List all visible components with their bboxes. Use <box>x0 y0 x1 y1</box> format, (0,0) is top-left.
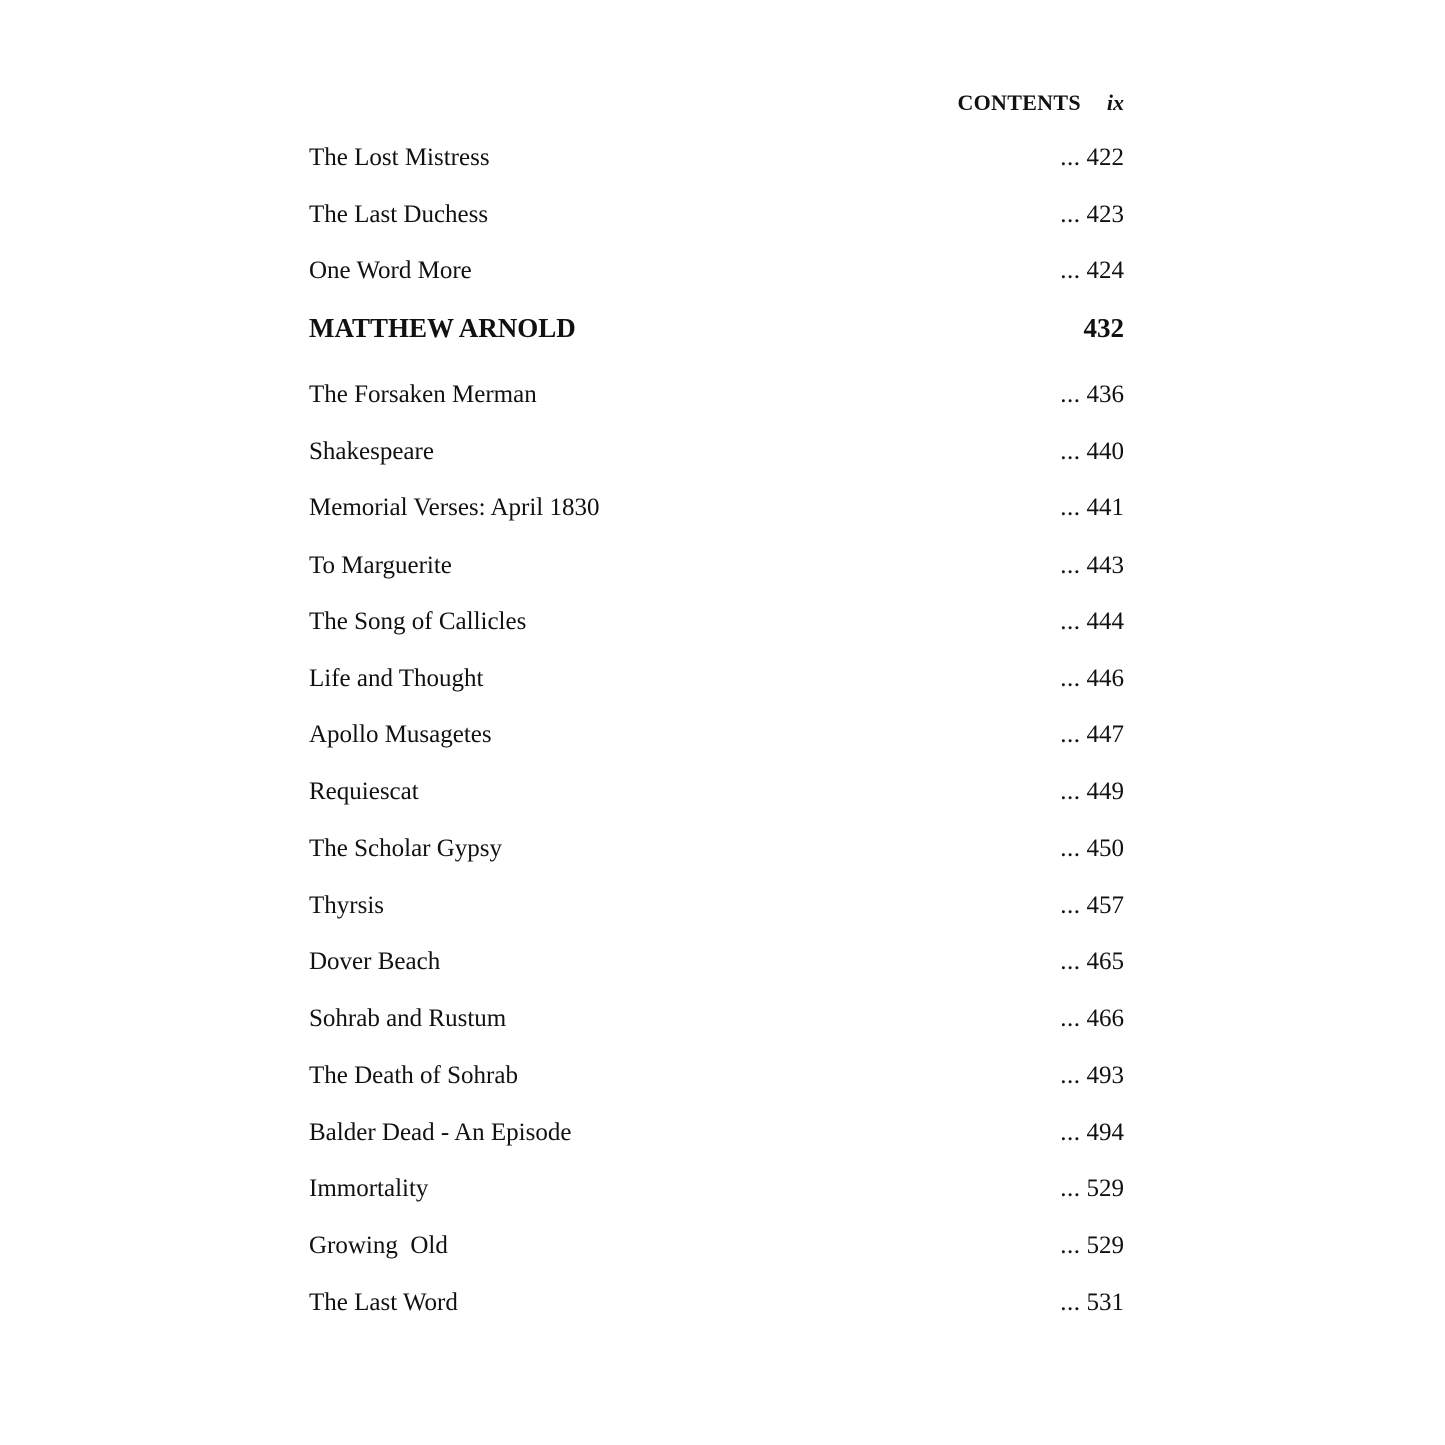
toc-entry-page <box>1060 718 1124 752</box>
toc-entry-title: Apollo Musagetes <box>309 721 492 748</box>
toc-entry-page-number: 436 <box>1086 381 1124 408</box>
toc-leader: ... <box>1060 201 1081 228</box>
toc-entry-title: Immortality <box>309 1175 429 1202</box>
toc-entry-title: The Scholar Gypsy <box>309 835 503 862</box>
running-head <box>957 88 1124 118</box>
toc-leader: ... <box>1060 835 1081 862</box>
toc-leader: ... <box>1060 892 1081 919</box>
toc-entry <box>309 1286 1124 1320</box>
toc-leader: ... <box>1060 948 1081 975</box>
toc-leader: ... <box>1060 494 1081 521</box>
toc-entry-page-number: 465 <box>1086 948 1124 975</box>
toc-entry-page-number: 529 <box>1086 1232 1124 1259</box>
toc-entry-page <box>1060 605 1124 639</box>
toc-leader: ... <box>1060 438 1081 465</box>
toc-entry-title: One Word More <box>309 257 472 284</box>
toc-entry-page <box>1060 945 1124 979</box>
toc-entry-page-number: 494 <box>1086 1119 1124 1146</box>
toc-entry-title: Shakespeare <box>309 438 434 465</box>
running-head-page-number: ix <box>1106 90 1124 115</box>
toc-entry-page-number: 529 <box>1086 1175 1124 1202</box>
toc-entry-page <box>1060 1002 1124 1036</box>
toc-leader: ... <box>1060 665 1081 692</box>
toc-entry-page-number: 446 <box>1086 665 1124 692</box>
toc-entry-title: The Forsaken Merman <box>309 381 537 408</box>
toc-leader: ... <box>1060 144 1081 171</box>
toc-entry-title: To Marguerite <box>309 552 452 579</box>
toc-entry-title: Requiescat <box>309 778 419 805</box>
running-head-label: CONTENTS <box>957 90 1081 115</box>
toc-entry-page-number: 443 <box>1086 552 1124 579</box>
toc-entry-page <box>1060 549 1124 583</box>
toc-leader: ... <box>1060 381 1081 408</box>
toc-entry-page-number: 450 <box>1086 835 1124 862</box>
toc-leader: ... <box>1060 257 1081 284</box>
toc-entry-page <box>1060 1116 1124 1150</box>
toc-section-title: MATTHEW ARNOLD <box>309 313 576 343</box>
toc-entry-page-number: 423 <box>1086 201 1124 228</box>
toc-entry-title: The Lost Mistress <box>309 144 490 171</box>
toc-leader: ... <box>1060 552 1081 579</box>
toc-entry-title: The Death of Sohrab <box>309 1062 518 1089</box>
toc-entry-page <box>1060 254 1124 288</box>
toc-entry <box>309 435 1124 469</box>
toc-leader: ... <box>1060 1175 1081 1202</box>
toc-entry-title: Thyrsis <box>309 892 384 919</box>
toc-entry-page-number: 440 <box>1086 438 1124 465</box>
toc-entry-page <box>1060 1059 1124 1093</box>
toc-section-heading <box>309 311 1124 345</box>
toc-entry-title: The Song of Callicles <box>309 608 527 635</box>
toc-entry-title: Memorial Verses: April 1830 <box>309 494 600 521</box>
toc-entry <box>309 718 1124 752</box>
toc-entry <box>309 1002 1124 1036</box>
toc-entry-title: Life and Thought <box>309 665 484 692</box>
toc-entry <box>309 549 1124 583</box>
toc-entry <box>309 141 1124 175</box>
toc-entry-title: Dover Beach <box>309 948 441 975</box>
toc-entry-page <box>1060 832 1124 866</box>
toc-entry-page-number: 466 <box>1086 1005 1124 1032</box>
toc-entry <box>309 491 1124 525</box>
toc-entry <box>309 378 1124 412</box>
toc-entry <box>309 198 1124 232</box>
toc-entry <box>309 1059 1124 1093</box>
toc-entry-page <box>1060 491 1124 525</box>
toc-entry <box>309 775 1124 809</box>
toc-entry-page <box>1060 141 1124 175</box>
toc-entry-page <box>1060 198 1124 232</box>
toc-leader: ... <box>1060 1005 1081 1032</box>
toc-leader: ... <box>1060 1119 1081 1146</box>
toc-entry <box>309 605 1124 639</box>
toc-entry-page <box>1060 662 1124 696</box>
toc-entry-page <box>1060 378 1124 412</box>
toc-leader: ... <box>1060 1232 1081 1259</box>
toc-leader: ... <box>1060 778 1081 805</box>
toc-entry-title: The Last Word <box>309 1289 458 1316</box>
toc-entry-title: The Last Duchess <box>309 201 489 228</box>
toc-entry <box>309 889 1124 923</box>
toc-section-page-number: 432 <box>1083 313 1124 343</box>
toc-entry-page-number: 441 <box>1086 494 1124 521</box>
toc-leader: ... <box>1060 1289 1081 1316</box>
toc-entry-page <box>1060 1172 1124 1206</box>
toc-leader: ... <box>1060 721 1081 748</box>
toc-entry-page-number: 531 <box>1086 1289 1124 1316</box>
toc-entry <box>309 1229 1124 1263</box>
toc-entry-page-number: 444 <box>1086 608 1124 635</box>
toc-entry <box>309 1172 1124 1206</box>
toc-entry-page <box>1060 435 1124 469</box>
toc-entry-title: Balder Dead - An Episode <box>309 1119 572 1146</box>
toc-entry-page-number: 449 <box>1086 778 1124 805</box>
toc-leader: ... <box>1060 1062 1081 1089</box>
toc-entry-page <box>1060 775 1124 809</box>
toc-entry-page-number: 457 <box>1086 892 1124 919</box>
toc-entry <box>309 1116 1124 1150</box>
toc-entry <box>309 662 1124 696</box>
toc-entry <box>309 832 1124 866</box>
toc-entry <box>309 254 1124 288</box>
toc-entry-page-number: 424 <box>1086 257 1124 284</box>
toc-entry-page <box>1060 889 1124 923</box>
toc-leader: ... <box>1060 608 1081 635</box>
toc-entry-page <box>1060 1286 1124 1320</box>
toc-entry <box>309 945 1124 979</box>
toc-entry-title: Sohrab and Rustum <box>309 1005 507 1032</box>
toc-entry-page-number: 447 <box>1086 721 1124 748</box>
toc-entry-title: Growing Old <box>309 1232 448 1259</box>
toc-entry-page <box>1060 1229 1124 1263</box>
toc-entry-page-number: 422 <box>1086 144 1124 171</box>
toc-entry-page-number: 493 <box>1086 1062 1124 1089</box>
